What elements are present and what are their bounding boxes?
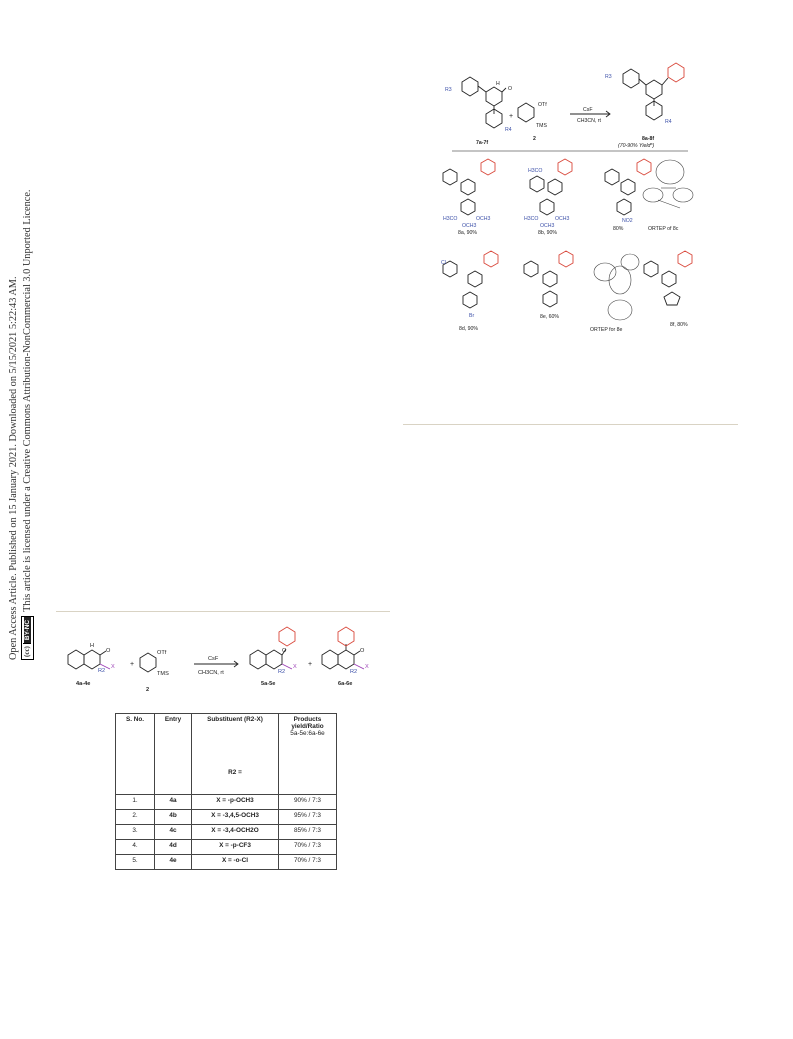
bottom-reagent-number: 2 <box>146 687 150 693</box>
header-sno: S. No. <box>116 714 155 795</box>
product1-r2: R2 <box>278 669 286 675</box>
bottom-reactant-label: 4a-4e <box>76 681 91 687</box>
cell-sno: 5. <box>116 855 155 870</box>
cell-entry: 4e <box>155 855 192 870</box>
cell-sno: 4. <box>116 840 155 855</box>
cell-entry: 4d <box>155 840 192 855</box>
pyridone-arylation-scheme <box>440 60 700 350</box>
cell-result: 85% / 7:3 <box>279 825 337 840</box>
quinoxalinone-arylation-scheme <box>60 622 390 704</box>
compound-8a-label: 8a, 90% <box>458 230 478 236</box>
cc-logo-icon: (cc) <box>23 643 31 659</box>
table-row <box>116 840 337 855</box>
product1-x: X <box>293 664 297 670</box>
table-header-row <box>116 714 337 795</box>
sidebar-line-1: Open Access Article. Published on 15 January 2021. Downloaded on 5/15/2021 5:22:43 AM. <box>7 276 19 660</box>
bottom-plus-2: + <box>308 661 313 668</box>
table-row <box>116 795 337 810</box>
cc-tag: BY-NC <box>24 617 31 643</box>
compound-8c-label: 80% <box>613 226 624 232</box>
cell-entry: 4b <box>155 810 192 825</box>
bottom-conditions-bottom: CH3CN, rt <box>198 670 224 676</box>
cell-substituent: X = -o-Cl <box>192 855 279 870</box>
pyridone-hn: H <box>496 81 500 87</box>
header-entry: Entry <box>155 714 192 795</box>
compound-8d-cl: Cl <box>441 260 446 266</box>
reactant-x: X <box>111 664 115 670</box>
cell-substituent: X = -3,4,5-OCH3 <box>192 810 279 825</box>
cell-result: 95% / 7:3 <box>279 810 337 825</box>
product2-x: X <box>365 664 369 670</box>
yield-note: (70-90% Yield$^a$) <box>618 142 655 149</box>
bottom-plus-1: + <box>130 661 135 668</box>
ortep-8c-label: ORTEP of 8c <box>648 226 679 232</box>
compound-8c-no2: NO2 <box>622 218 633 224</box>
reactant-o: O <box>106 648 111 654</box>
plus-sign: + <box>509 113 514 120</box>
substituent-r3: R3 <box>445 87 452 93</box>
cc-license-badge[interactable] <box>21 616 34 660</box>
product2-o: O <box>360 648 365 654</box>
ortep-8e-label: ORTEP for 8e <box>590 327 623 333</box>
reagent-number: 2 <box>533 136 536 142</box>
compound-8a-ome-left: H3CO <box>443 216 458 222</box>
cell-substituent: X = -p-OCH3 <box>192 795 279 810</box>
compound-8b-ome-bottom: OCH3 <box>540 223 555 229</box>
bottom-conditions-top: CsF <box>208 656 219 662</box>
bottom-reagent-tms: TMS <box>157 671 169 677</box>
substituent-r4: R4 <box>505 127 512 133</box>
section-divider-right <box>403 424 738 425</box>
cell-sno: 1. <box>116 795 155 810</box>
pyridone-o: O <box>508 86 513 92</box>
compound-8b-ome-right: OCH3 <box>555 216 570 222</box>
product1-o: O <box>282 648 287 654</box>
header-substituent-label: Substituent (R2-X) <box>207 716 263 723</box>
conditions-top: CsF <box>583 107 593 113</box>
compound-8b-ome-left: H3CO <box>524 216 539 222</box>
header-ratio-label: 5a-5e:6a-6e <box>290 730 325 737</box>
reagent-otf: OTf <box>538 102 547 108</box>
section-divider-left <box>56 611 390 612</box>
compound-8f-label: 8f, 80% <box>670 322 688 328</box>
header-substituent <box>192 714 279 795</box>
cell-sno: 2. <box>116 810 155 825</box>
article-license-sidebar <box>2 0 42 680</box>
reagent-tms: TMS <box>536 123 547 129</box>
reactant-nh: H <box>90 643 95 649</box>
header-products-label: Products yield/Ratio <box>291 716 324 730</box>
header-products <box>279 714 337 795</box>
product2-r2: R2 <box>350 669 358 675</box>
reactant-r2: R2 <box>98 668 106 674</box>
cell-result: 90% / 7:3 <box>279 795 337 810</box>
cell-substituent: X = -3,4-OCH2O <box>192 825 279 840</box>
compound-8a-ome-right: OCH3 <box>476 216 491 222</box>
product-label: 8a-8f <box>642 136 655 142</box>
compound-8d-br: Br <box>469 313 475 319</box>
product1-label: 5a-5e <box>261 681 276 687</box>
bottom-reagent-otf: OTf <box>157 650 167 656</box>
conditions-bottom: CH3CN, rt <box>577 118 601 124</box>
sidebar-line-2[interactable]: This article is licensed under a Creative Commons Attribution-NonCommercial 3.0 Unported Licence. <box>21 189 33 612</box>
compound-8e-label: 8e, 60% <box>540 314 560 320</box>
cell-result: 70% / 7:3 <box>279 840 337 855</box>
table-row <box>116 825 337 840</box>
product-r3: R3 <box>605 74 612 80</box>
cell-entry: 4a <box>155 795 192 810</box>
reactant-label: 7a-7f <box>476 140 489 146</box>
header-r2-label: R2 = <box>228 769 242 776</box>
table-row <box>116 810 337 825</box>
cell-substituent: X = -p-CF3 <box>192 840 279 855</box>
cell-entry: 4c <box>155 825 192 840</box>
cell-result: 70% / 7:3 <box>279 855 337 870</box>
product2-label: 6a-6e <box>338 681 353 687</box>
compound-8a-ome-bottom: OCH3 <box>462 223 477 229</box>
cell-sno: 3. <box>116 825 155 840</box>
compound-8d-label: 8d, 90% <box>459 326 479 332</box>
compound-8b-label: 8b, 90% <box>538 230 558 236</box>
product-r4: R4 <box>665 119 672 125</box>
compound-8b-ome-top: H3CO <box>528 168 543 174</box>
table-row <box>116 855 337 870</box>
yield-table <box>115 713 337 870</box>
